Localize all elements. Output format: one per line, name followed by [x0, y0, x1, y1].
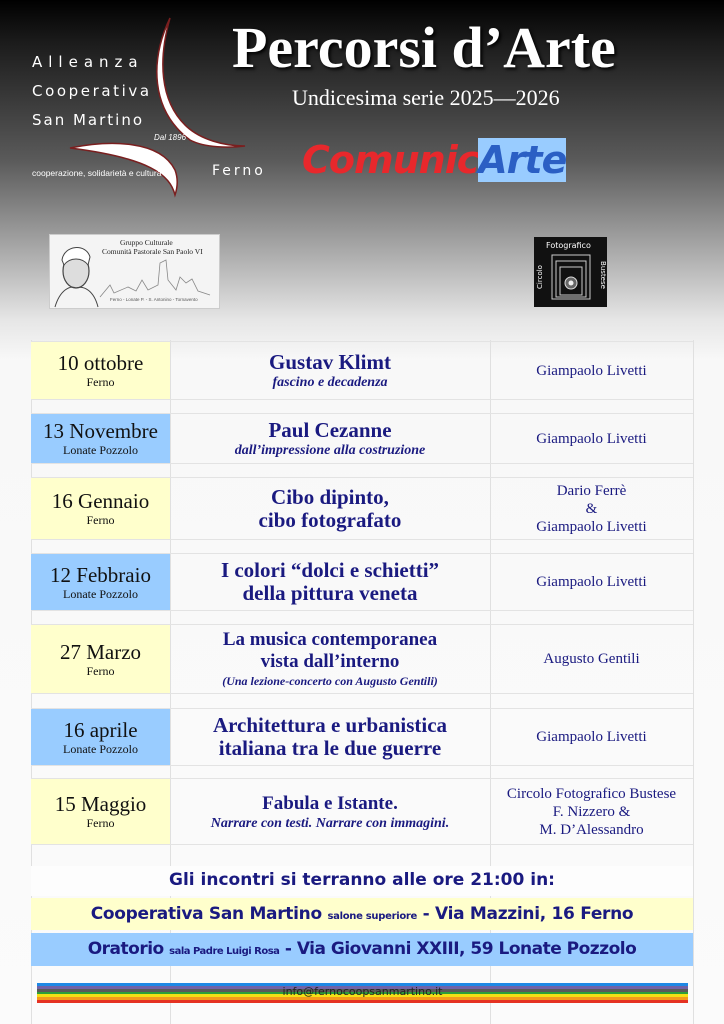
event-row: [31, 624, 693, 694]
event-row: [31, 413, 693, 464]
event-row: [31, 477, 693, 540]
event-date-cell: [31, 779, 170, 844]
event-title-cell: [170, 625, 490, 693]
event-row: [31, 341, 693, 400]
event-date-cell: [31, 414, 170, 463]
page-subtitle: Undicesima serie 2025—2026: [292, 85, 560, 110]
org-town: Ferno: [212, 163, 266, 179]
org-tagline: cooperazione, solidarietà e cultura: [32, 168, 162, 178]
venue-room: sala Padre Luigi Rosa: [169, 946, 280, 957]
event-subtitle: dall’impressione alla costruzione: [234, 442, 426, 458]
org-name-line1: Alleanza: [32, 53, 144, 71]
event-title-line: Architettura e urbanistica: [212, 713, 448, 737]
event-speaker: Circolo Fotografico Bustese: [506, 785, 677, 802]
event-place: Lonate Pozzolo: [63, 443, 138, 457]
event-speaker-cell: [490, 478, 693, 539]
gruppo-culturale-logo: [49, 234, 220, 309]
event-title: Paul Cezanne: [268, 417, 392, 442]
event-date-cell: [31, 709, 170, 765]
event-place: Ferno: [86, 513, 115, 527]
page-title: Percorsi d’Arte: [232, 15, 616, 80]
gruppo-line1: Gruppo Culturale: [120, 238, 173, 247]
event-place: Ferno: [86, 816, 115, 830]
event-title-line: I colori “dolci e schietti”: [220, 558, 440, 582]
event-date: 16 aprile: [63, 717, 138, 742]
brand-part2: Arte: [478, 138, 567, 182]
event-row: [31, 708, 693, 766]
event-speaker-cell: [490, 554, 693, 610]
venue-ferno: [31, 898, 693, 930]
org-name-line2: Cooperativa: [32, 82, 152, 100]
contact-email-link[interactable]: info@fernocoopsanmartino.it: [282, 985, 443, 998]
event-place: Ferno: [86, 375, 115, 389]
event-date: 13 Novembre: [43, 419, 158, 443]
event-date: 10 ottobre: [57, 351, 144, 375]
venue-address: - Via Mazzini, 16 Ferno: [422, 904, 634, 924]
event-date-cell: [31, 554, 170, 610]
circolo-right-text: Bustese: [598, 261, 607, 289]
venue-address: - Via Giovanni XXIII, 59 Lonate Pozzolo: [284, 939, 637, 959]
event-speaker-cell: [490, 414, 693, 463]
event-title-line: italiana tra le due guerre: [218, 736, 442, 760]
gruppo-line2: Comunità Pastorale San Paolo VI: [102, 247, 203, 256]
event-date-cell: [31, 478, 170, 539]
event-speaker-cell: [490, 709, 693, 765]
event-speaker: Dario Ferrè: [556, 482, 627, 499]
event-title-cell: [170, 342, 490, 399]
event-title: Fabula e Istante.: [262, 792, 398, 814]
event-title-cell: [170, 554, 490, 610]
event-speaker: F. Nizzero &: [552, 803, 631, 820]
event-date-cell: [31, 625, 170, 693]
org-since: Dal 1896: [154, 133, 187, 142]
circolo-top-text: Fotografico: [546, 241, 591, 250]
event-speaker: Giampaolo Livetti: [536, 729, 647, 745]
event-place: Lonate Pozzolo: [63, 741, 138, 756]
venue-name: Oratorio: [87, 939, 164, 959]
event-speaker-cell: [490, 342, 693, 399]
event-place: Lonate Pozzolo: [63, 586, 138, 601]
event-date: 16 Gennaio: [51, 489, 150, 513]
event-date: 27 Marzo: [59, 639, 142, 664]
event-subtitle: fascino e decadenza: [272, 374, 388, 390]
event-title-cell: [170, 414, 490, 463]
event-row: [31, 553, 693, 611]
venue-lonate: [31, 933, 693, 966]
event-speaker: Giampaolo Livetti: [536, 362, 647, 379]
event-speaker: M. D’Alessandro: [539, 821, 644, 838]
event-speaker: Augusto Gentili: [543, 651, 640, 667]
event-title-line: vista dall’interno: [260, 651, 400, 672]
event-place: Ferno: [86, 663, 115, 678]
event-title-cell: [170, 478, 490, 539]
event-title-line: La musica contemporanea: [222, 629, 438, 650]
event-subtitle: (Una lezione-concerto con Augusto Gentili): [222, 674, 438, 688]
comunicarte-logo: [302, 138, 566, 182]
event-title-line: cibo fotografato: [258, 507, 402, 532]
event-row: [31, 778, 693, 845]
grid-line: [693, 340, 694, 1024]
schedule-intro: Gli incontri si terranno alle ore 21:00 in:: [31, 866, 693, 896]
brand-part1: Comunic: [302, 138, 479, 182]
gruppo-line3: Ferno - Lonate P. - S. Antonino - Tornavento: [110, 297, 198, 302]
event-speaker-connector: &: [585, 500, 598, 517]
venue-name: Cooperativa San Martino: [90, 904, 322, 924]
event-speaker-cell: [490, 779, 693, 844]
event-title: Gustav Klimt: [269, 349, 391, 374]
event-date: 15 Maggio: [54, 792, 147, 816]
circolo-left-text: Circolo: [535, 265, 544, 289]
event-speaker: Giampaolo Livetti: [536, 574, 647, 590]
event-title-line: Cibo dipinto,: [271, 484, 389, 509]
circolo-fotografico-logo: [534, 237, 607, 307]
event-title-cell: [170, 779, 490, 844]
event-speaker: Giampaolo Livetti: [536, 430, 647, 447]
event-title-cell: [170, 709, 490, 765]
org-name-line3: San Martino: [32, 111, 145, 129]
event-subtitle: Narrare con testi. Narrare con immagini.: [210, 815, 450, 831]
venue-room: salone superiore: [327, 911, 418, 922]
event-date: 12 Febbraio: [50, 562, 151, 587]
event-speaker-cell: [490, 625, 693, 693]
event-date-cell: [31, 342, 170, 399]
event-speaker: Giampaolo Livetti: [536, 518, 647, 535]
event-title-line: della pittura veneta: [242, 581, 418, 605]
